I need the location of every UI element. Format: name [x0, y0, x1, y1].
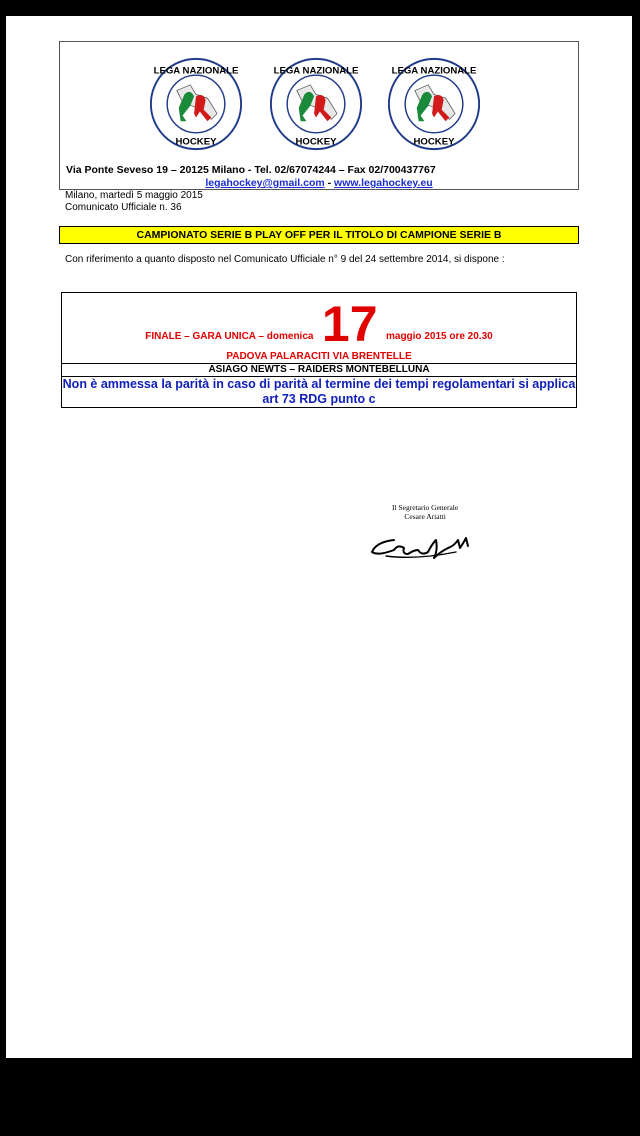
- signature-block: [366, 500, 486, 570]
- logo-text-top: LEGA NAZIONALE: [273, 65, 359, 77]
- email-link[interactable]: legahockey@gmail.com: [205, 177, 325, 189]
- league-logo-icon: [386, 56, 482, 152]
- signatory-name: Cesare Ariatti: [404, 512, 446, 521]
- handwritten-signature-icon: [366, 518, 486, 568]
- document-page: [6, 16, 632, 1058]
- intro-text: Con riferimento a quanto disposto nel Comunicato Ufficiale n° 9 del 24 settembre 2014, si dispone :: [65, 254, 505, 265]
- league-logo-icon: [148, 56, 244, 152]
- match-prefix: FINALE – GARA UNICA – domenica: [145, 331, 314, 342]
- letterhead: [59, 41, 579, 190]
- communique-number: Comunicato Ufficiale n. 36: [65, 202, 182, 213]
- logo-text-bottom: HOCKEY: [413, 136, 455, 148]
- match-box: [61, 292, 577, 408]
- logo-text-top: LEGA NAZIONALE: [391, 65, 477, 77]
- contact-links: [60, 177, 578, 189]
- match-venue: PADOVA PALARACITI VIA BRENTELLE: [226, 351, 412, 362]
- website-link[interactable]: www.legahockey.eu: [334, 177, 433, 189]
- championship-banner: CAMPIONATO SERIE B PLAY OFF PER IL TITOLO DI CAMPIONE SERIE B: [59, 226, 579, 244]
- match-day: 17: [321, 296, 378, 352]
- logo-text-top: LEGA NAZIONALE: [153, 65, 239, 77]
- address-line: Via Ponte Seveso 19 – 20125 Milano - Tel. 02/67074244 – Fax 02/700437767: [66, 164, 436, 176]
- logo-text-bottom: HOCKEY: [175, 136, 217, 148]
- link-separator: -: [327, 177, 332, 189]
- match-teams: ASIAGO NEWTS – RAIDERS MONTEBELLUNA: [62, 363, 576, 377]
- signatory-title: Il Segretario Generale: [392, 503, 459, 512]
- match-time: maggio 2015 ore 20.30: [385, 331, 493, 342]
- match-schedule: [62, 297, 576, 351]
- date-line: Milano, martedì 5 maggio 2015: [65, 190, 203, 201]
- logo-text-bottom: HOCKEY: [295, 136, 337, 148]
- document-meta: [65, 190, 203, 214]
- match-rule: Non è ammessa la parità in caso di parità al termine dei tempi regolamentari si applica art 73 RDG punto c: [62, 377, 576, 406]
- league-logo-icon: [268, 56, 364, 152]
